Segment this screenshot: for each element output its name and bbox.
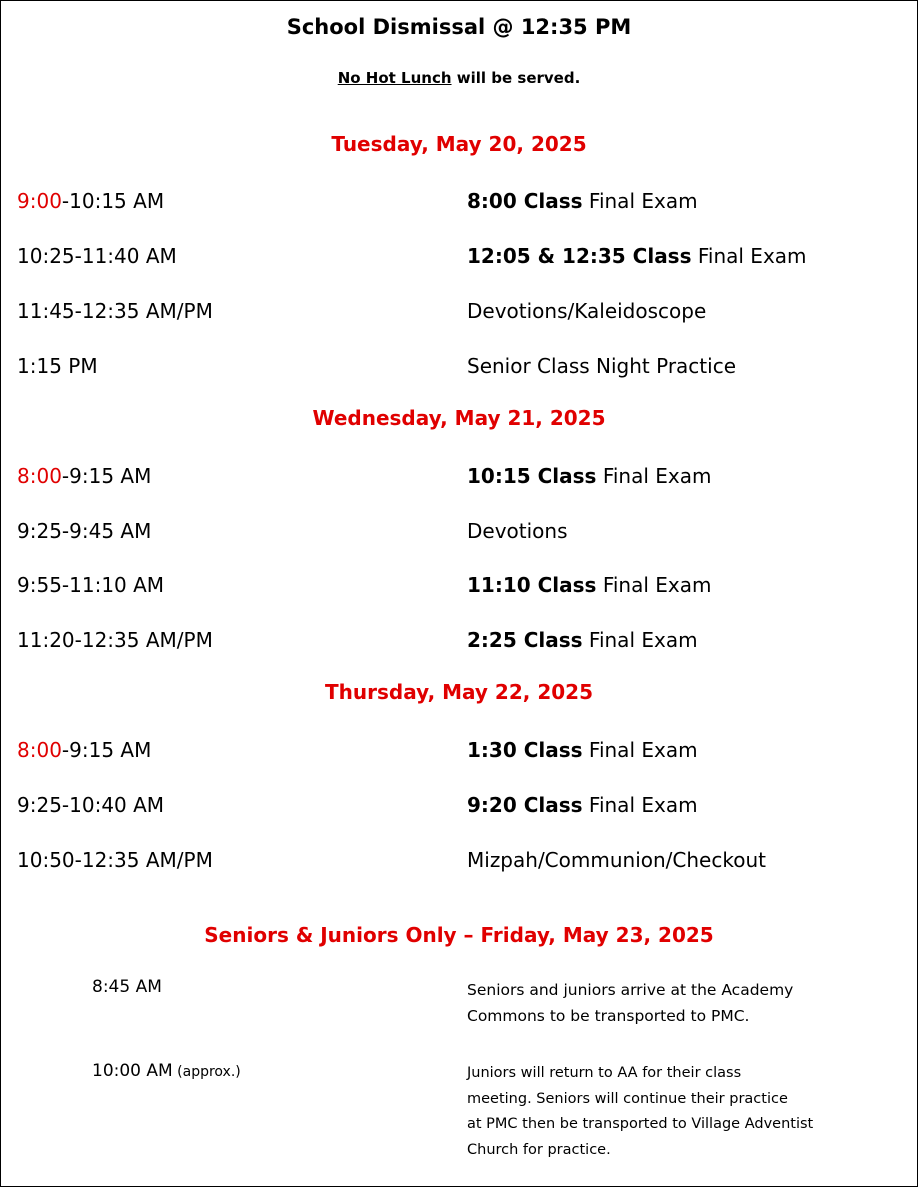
event-rest: Final Exam bbox=[582, 793, 698, 817]
event-line: at PMC then be transported to Village Adventist bbox=[467, 1116, 814, 1132]
row-event bbox=[467, 625, 698, 655]
time-value: 10:00 AM bbox=[92, 1061, 173, 1081]
row-time bbox=[17, 461, 151, 491]
row-time bbox=[92, 1061, 241, 1081]
row-time: 9:25-10:40 AM bbox=[17, 793, 165, 817]
row-time: 11:20-12:35 AM/PM bbox=[17, 628, 213, 652]
schedule-row bbox=[1, 516, 917, 546]
row-event bbox=[467, 570, 712, 600]
row-event bbox=[467, 977, 887, 1029]
row-time: 10:25-11:40 AM bbox=[17, 244, 177, 268]
event-rest: Final Exam bbox=[596, 464, 712, 488]
schedule-row bbox=[1, 735, 917, 765]
day-heading-friday: Seniors & Juniors Only – Friday, May 23, 2025 bbox=[204, 923, 714, 947]
row-event: Mizpah/Communion/Checkout bbox=[467, 848, 766, 872]
page-title: School Dismissal @ 12:35 PM bbox=[286, 15, 632, 39]
row-time bbox=[17, 186, 164, 216]
event-line: Commons to be transported to PMC. bbox=[467, 1007, 750, 1025]
time-note: (approx.) bbox=[172, 1064, 241, 1080]
event-class: 11:10 Class bbox=[467, 573, 597, 597]
row-time: 10:50-12:35 AM/PM bbox=[17, 848, 213, 872]
time-start-highlight: 8:00 bbox=[17, 464, 62, 488]
row-time: 9:25-9:45 AM bbox=[17, 519, 152, 543]
event-class: 12:05 & 12:35 Class bbox=[467, 244, 692, 268]
row-event bbox=[467, 735, 698, 765]
event-class: 8:00 Class bbox=[467, 189, 583, 213]
time-rest: -9:15 AM bbox=[61, 738, 152, 762]
row-event: Senior Class Night Practice bbox=[467, 354, 736, 378]
day-heading-thursday: Thursday, May 22, 2025 bbox=[325, 680, 593, 704]
row-event: Devotions/Kaleidoscope bbox=[467, 299, 707, 323]
schedule-row bbox=[1, 186, 917, 216]
row-time: 11:45-12:35 AM/PM bbox=[17, 299, 213, 323]
schedule-row bbox=[1, 790, 917, 820]
time-start-highlight: 8:00 bbox=[17, 738, 62, 762]
lunch-note bbox=[1, 69, 917, 87]
row-time bbox=[17, 735, 151, 765]
schedule-row bbox=[1, 241, 917, 271]
event-class: 2:25 Class bbox=[467, 628, 583, 652]
event-class: 1:30 Class bbox=[467, 738, 583, 762]
schedule-row bbox=[1, 570, 917, 600]
event-rest: Final Exam bbox=[582, 738, 698, 762]
row-event bbox=[467, 1061, 887, 1163]
schedule-row bbox=[1, 351, 917, 381]
row-time: 8:45 AM bbox=[92, 977, 162, 997]
time-rest: -9:15 AM bbox=[61, 464, 152, 488]
lunch-note-rest: will be served. bbox=[451, 69, 581, 87]
event-line: meeting. Seniors will continue their practice bbox=[467, 1090, 788, 1107]
row-event bbox=[467, 461, 712, 491]
row-event: Devotions bbox=[467, 519, 568, 543]
event-rest: Final Exam bbox=[582, 189, 698, 213]
time-rest: -10:15 AM bbox=[61, 189, 165, 213]
day-heading-wednesday: Wednesday, May 21, 2025 bbox=[312, 406, 606, 430]
row-event bbox=[467, 790, 698, 820]
event-class: 9:20 Class bbox=[467, 793, 583, 817]
schedule-row bbox=[1, 296, 917, 326]
event-rest: Final Exam bbox=[596, 573, 712, 597]
event-rest: Final Exam bbox=[691, 244, 807, 268]
lunch-note-underlined: No Hot Lunch bbox=[337, 69, 452, 87]
row-event bbox=[467, 241, 807, 271]
schedule-row bbox=[1, 625, 917, 655]
schedule-row bbox=[1, 461, 917, 491]
row-time: 1:15 PM bbox=[17, 354, 98, 378]
day-heading-tuesday: Tuesday, May 20, 2025 bbox=[331, 132, 587, 156]
event-line: Seniors and juniors arrive at the Academy bbox=[467, 981, 794, 999]
event-rest: Final Exam bbox=[582, 628, 698, 652]
schedule-row bbox=[1, 845, 917, 875]
time-start-highlight: 9:00 bbox=[17, 189, 62, 213]
row-time: 9:55-11:10 AM bbox=[17, 573, 165, 597]
event-line: Church for practice. bbox=[467, 1141, 611, 1158]
row-event bbox=[467, 186, 698, 216]
event-class: 10:15 Class bbox=[467, 464, 597, 488]
event-line: Juniors will return to AA for their class bbox=[467, 1065, 742, 1081]
